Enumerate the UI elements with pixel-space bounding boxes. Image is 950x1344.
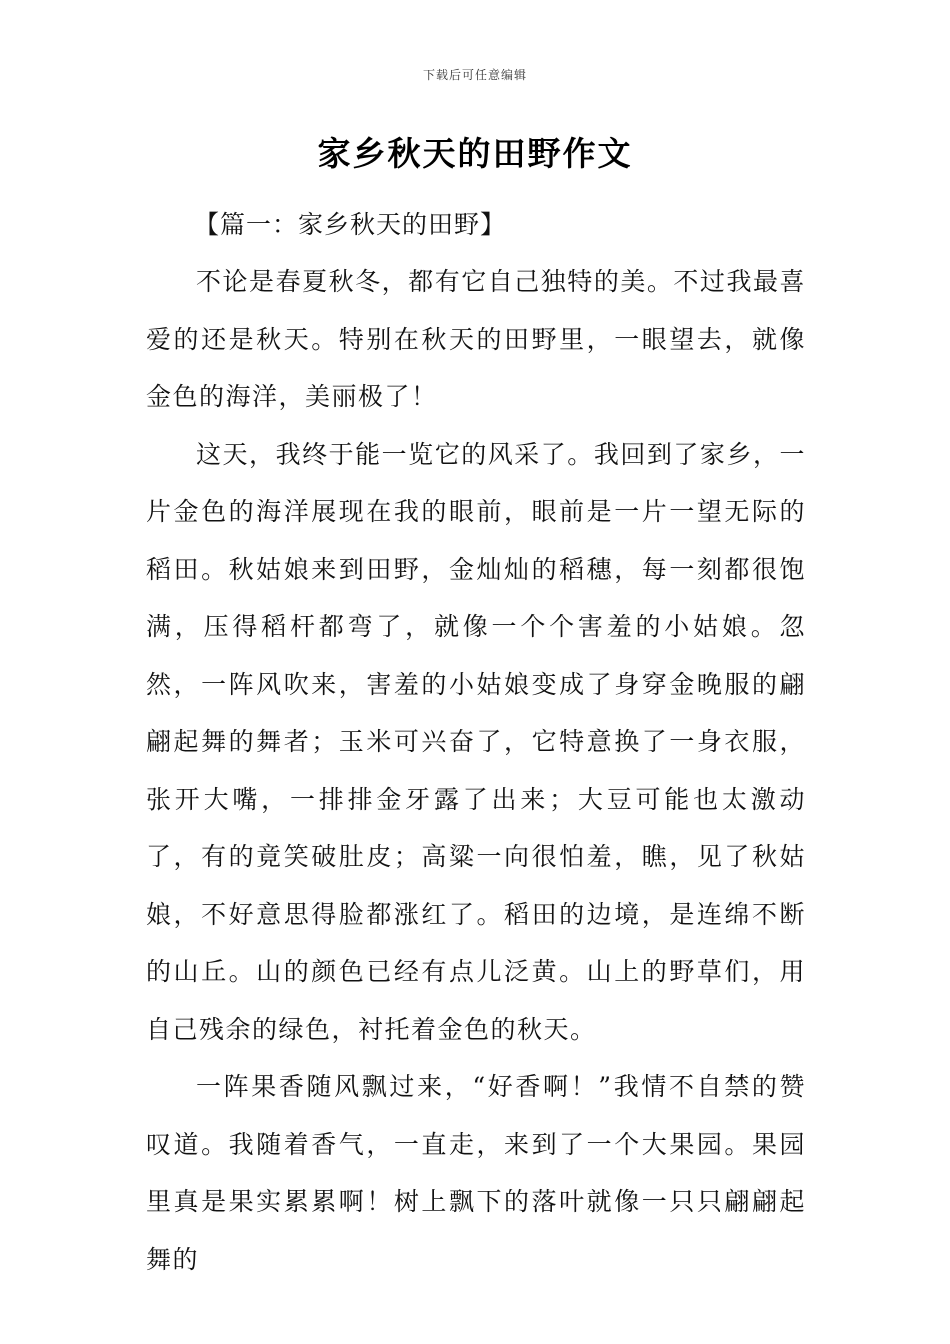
document-title: 家乡秋天的田野作文 <box>317 134 633 173</box>
paragraph-3: 一阵果香随风飘过来，“好香啊！”我情不自禁的赞叹道。我随着香气，一直走，来到了一个大果园。果园里真是果实累累啊！树上飘下的落叶就像一只只翩翩起舞的 <box>146 1072 806 1274</box>
section-heading: 【篇一：家乡秋天的田野】 <box>194 210 507 239</box>
document-body <box>146 196 806 1288</box>
header-note: 下载后可任意编辑 <box>422 68 527 82</box>
paragraph-1: 不论是春夏秋冬，都有它自己独特的美。不过我最喜爱的还是秋天。特别在秋天的田野里，一眼望去，就像金色的海洋，美丽极了！ <box>146 267 806 411</box>
paragraph-2: 这天，我终于能一览它的风采了。我回到了家乡，一片金色的海洋展现在我的眼前，眼前是一片一望无际的稻田。秋姑娘来到田野，金灿灿的稻穗，每一刻都很饱满，压得稻杆都弯了，就像一个个害羞的小姑娘。忽然，一阵风吹来，害羞的小姑娘变成了身穿金晚服的翩翩起舞的舞者；玉米可兴奋了，它特意换了一身衣服，张开大嘴，一排排金牙露了出来；大豆可能也太激动了，有的竟笑破肚皮；高粱一向很怕羞，瞧，见了秋姑娘，不好意思得脸都涨红了。稻田的边境，是连绵不断的山丘。山的颜色已经有点儿泛黄。山上的野草们，用自己残余的绿色，衬托着金色的秋天。 <box>146 439 806 1044</box>
